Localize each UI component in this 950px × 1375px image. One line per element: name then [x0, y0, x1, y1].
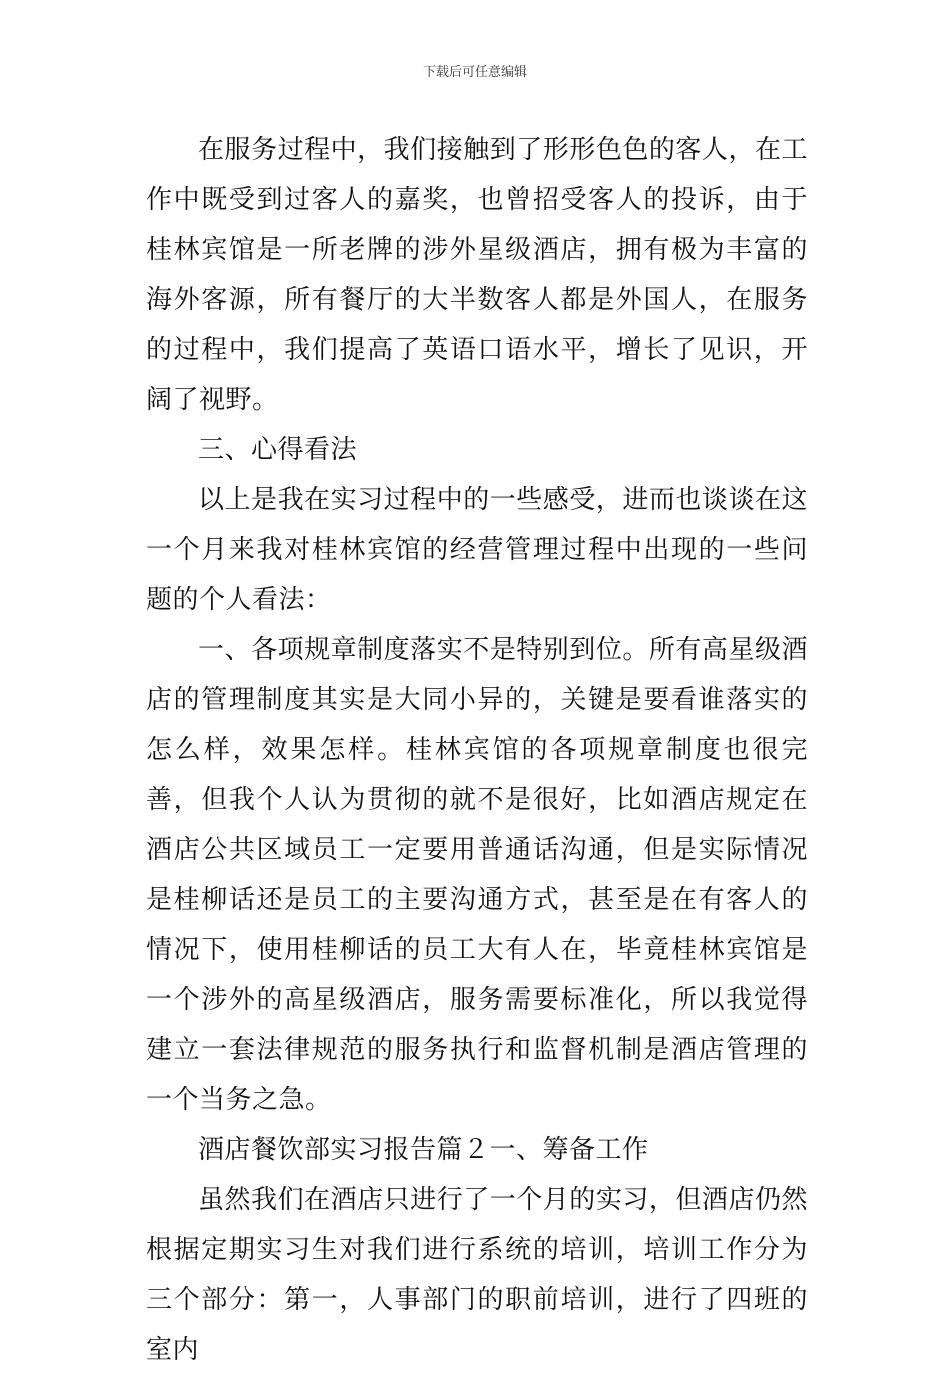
paragraph-insights-intro: 以上是我在实习过程中的一些感受，进而也谈谈在这一个月来我对桂林宾馆的经营管理过程中出现的一些问题的个人看法：	[146, 485, 808, 615]
section-heading-report-2: 酒店餐饮部实习报告篇２一、筹备工作	[198, 1135, 649, 1165]
paragraph-training: 虽然我们在酒店只进行了一个月的实习，但酒店仍然根据定期实习生对我们进行系统的培训，培训工作分为三个部分：第一，人事部门的职前培训，进行了四班的室内	[146, 1185, 808, 1365]
paragraph-service-experience: 在服务过程中，我们接触到了形形色色的客人，在工作中既受到过客人的嘉奖，也曾招受客人的投诉，由于桂林宾馆是一所老牌的涉外星级酒店，拥有极为丰富的海外客源，所有餐厅的大半数客人都是外国人，在服务的过程中，我们提高了英语口语水平，增长了见识，开阔了视野。	[146, 135, 808, 415]
paragraph-rules-enforcement: 一、各项规章制度落实不是特别到位。所有高星级酒店的管理制度其实是大同小异的，关键是要看谁落实的怎么样，效果怎样。桂林宾馆的各项规章制度也很完善，但我个人认为贯彻的就不是很好，比如酒店规定在酒店公共区域员工一定要用普通话沟通，但是实际情况是桂柳话还是员工的主要沟通方式，甚至是在有客人的情况下，使用桂柳话的员工大有人在，毕竟桂林宾馆是一个涉外的高星级酒店，服务需要标准化，所以我觉得建立一套法律规范的服务执行和监督机制是酒店管理的一个当务之急。	[146, 635, 808, 1115]
page-header-note: 下载后可任意编辑	[422, 65, 527, 80]
section-heading-insights: 三、心得看法	[198, 435, 358, 465]
document-body	[146, 125, 808, 1375]
